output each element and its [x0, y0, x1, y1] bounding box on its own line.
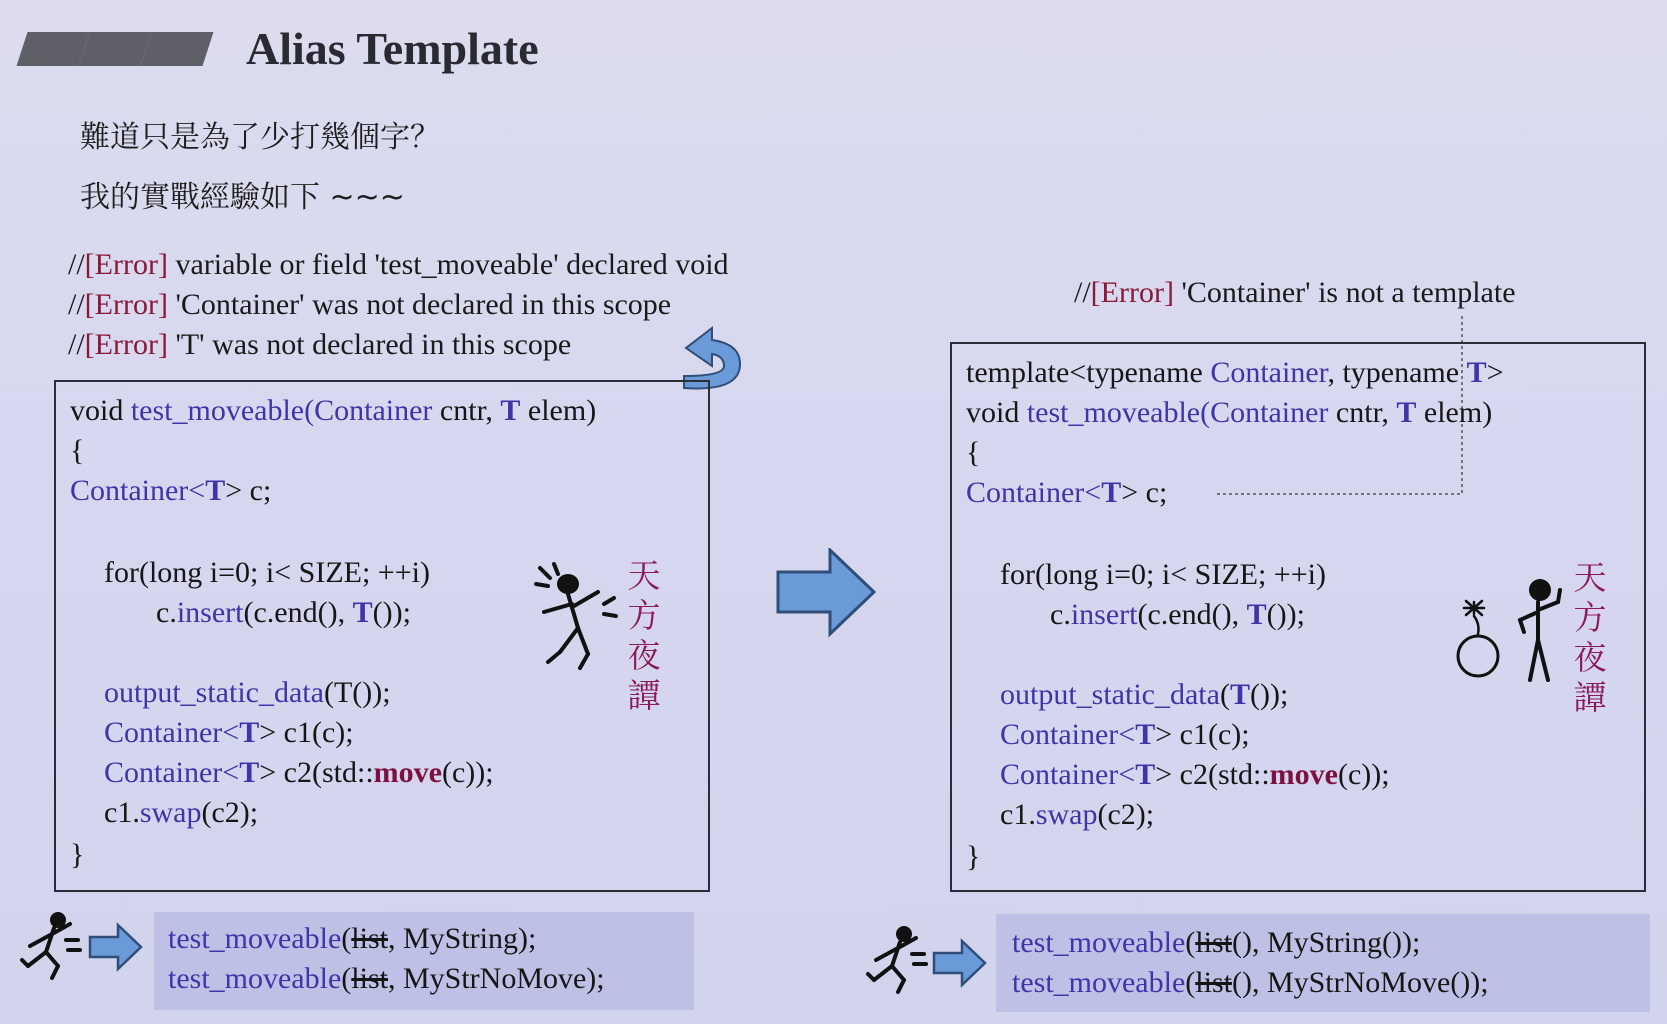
left-code-swap: c1.swap(c2); [104, 796, 259, 829]
right-code-brace-open: { [966, 436, 981, 469]
right-call-line: test_moveable(list(), MyStrNoMove()); [1012, 966, 1489, 999]
title-decoration-stripe [78, 32, 151, 66]
subtitle-question: 難道只是為了少打幾個字？ [80, 120, 440, 155]
right-code-for: for(long i=0; i< SIZE; ++i) [1000, 558, 1326, 591]
left-error-comment: //[Error] variable or field 'test_moveable' declared void [68, 248, 729, 281]
title-decoration-stripe [140, 32, 213, 66]
running-stick-figure-icon [18, 910, 84, 982]
running-stick-figure-icon [864, 924, 930, 996]
right-code-c1: Container<T> c1(c); [1000, 718, 1250, 751]
left-error-comment: //[Error] 'T' was not declared in this scope [68, 328, 572, 361]
left-code-brace-open: { [70, 434, 85, 467]
right-arrow-icon [776, 548, 878, 638]
left-fantasy-stamp: 天 方 夜 譚 [627, 556, 661, 715]
small-arrow-icon [88, 922, 144, 972]
subtitle-experience: 我的實戰經驗如下 ~~~ [80, 180, 405, 215]
left-code-c2: Container<T> c2(std::move(c)); [104, 756, 494, 789]
title-decoration-stripe [16, 32, 89, 66]
right-code-decl: Container<T> c; [966, 476, 1168, 509]
bomb-icon [1456, 598, 1508, 682]
left-code-insert: c.insert(c.end(), T()); [156, 596, 411, 629]
left-call-line: test_moveable(list, MyString); [168, 922, 537, 955]
left-code-signature: void test_moveable(Container cntr, T elem) [70, 394, 597, 427]
scared-stick-figure-icon [534, 562, 618, 674]
left-code-decl: Container<T> c; [70, 474, 272, 507]
slide-title: Alias Template [246, 23, 539, 74]
right-code-signature: void test_moveable(Container cntr, T elem) [966, 396, 1493, 429]
left-call-line: test_moveable(list, MyStrNoMove); [168, 962, 605, 995]
left-error-comment: //[Error] 'Container' was not declared in this scope [68, 288, 672, 321]
right-code-template: template<typename Container, typename T> [966, 356, 1504, 389]
thinking-stick-figure-icon [1508, 576, 1574, 684]
right-call-line: test_moveable(list(), MyString()); [1012, 926, 1421, 959]
left-code-output: output_static_data(T()); [104, 676, 391, 709]
right-code-brace-close: } [966, 840, 981, 873]
left-code-brace-close: } [70, 838, 85, 871]
right-code-swap: c1.swap(c2); [1000, 798, 1155, 831]
left-code-c1: Container<T> c1(c); [104, 716, 354, 749]
left-code-for: for(long i=0; i< SIZE; ++i) [104, 556, 430, 589]
right-error-comment: //[Error] 'Container' is not a template [1074, 276, 1516, 309]
right-code-output: output_static_data(T()); [1000, 678, 1289, 711]
small-arrow-icon [932, 938, 988, 988]
right-code-c2: Container<T> c2(std::move(c)); [1000, 758, 1390, 791]
right-fantasy-stamp: 天 方 夜 譚 [1573, 558, 1607, 717]
right-code-insert: c.insert(c.end(), T()); [1050, 598, 1305, 631]
